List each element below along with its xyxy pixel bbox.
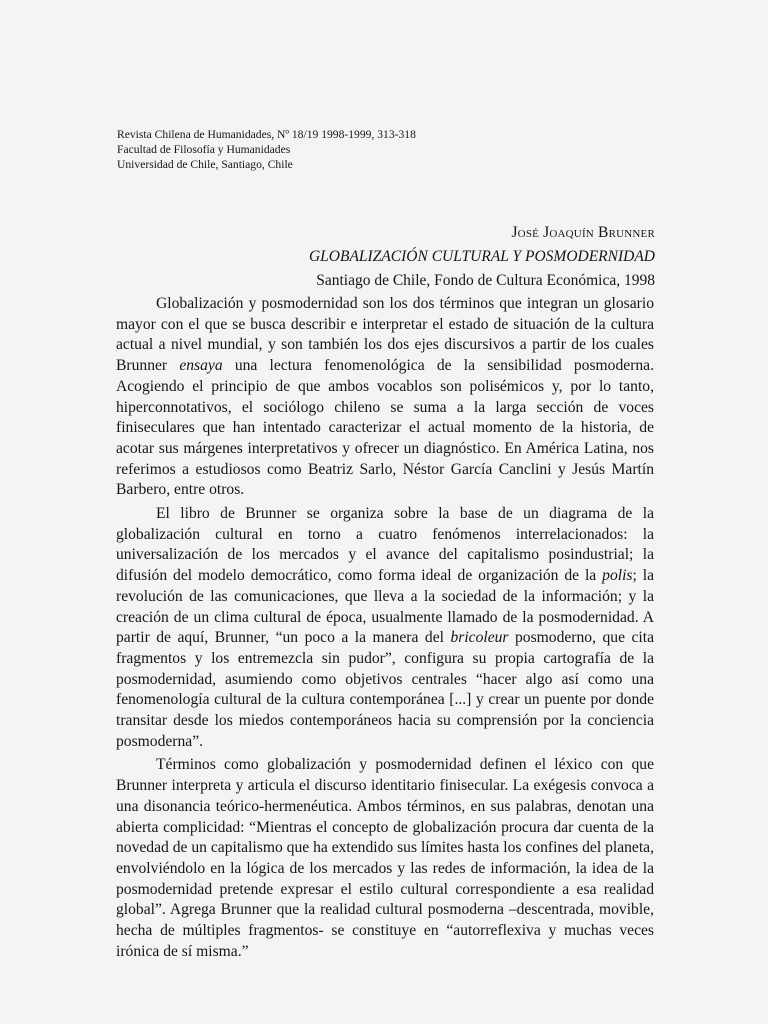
paragraph-1-text-a: Globalización y posmodernidad son los dos términos que integran un glosario mayor con el que se busca describir e interpretar el estado de situación de la cultura actual a nivel mundial, y son también los dos ejes discursivos a partir de los cuales Brunner	[116, 295, 654, 375]
review-body	[116, 294, 654, 963]
review-header	[309, 221, 655, 293]
paragraph-2	[116, 504, 654, 752]
paragraph-1-emphasis: ensaya	[179, 357, 223, 375]
paragraph-2-text-c: posmoderno, que cita fragmentos y los entremezcla sin pudor”, configura su propia cartografía de la posmodernidad, asumiendo como objetivos centrales “hacer algo así como una fenomenología cultural de la cultura contemporánea [...] y crear un puente por donde transitar desde los miedos contemporáneos hacia su comprensión por la conciencia posmoderna”.	[116, 629, 654, 750]
book-title: GLOBALIZACIÓN CULTURAL Y POSMODERNIDAD	[308, 248, 655, 265]
university-name: Universidad de Chile, Santiago, Chile	[117, 158, 293, 171]
book-author: José Joaquín Brunner	[511, 224, 655, 241]
paragraph-2-text-b: ; la revolución de las comunicaciones, que lleva a la sociedad de la información; y la creación de un clima cultural de época, usualmente llamado de la posmodernidad. A partir de aquí, Brunner, “un poco a la manera del	[116, 567, 654, 647]
paragraph-3: Términos como globalización y posmodernidad definen el léxico con que Brunner interpreta y articula el discurso identitario finisecular. La exégesis convoca a una disonancia teórico-hermenéutica. Ambos términos, en sus palabras, denotan una abierta complicidad: “Mientras el concepto de globalización procura dar cuenta de la novedad de un capitalismo que ha extendido sus límites hasta los confines del planeta, envolviéndolo en la lógica de los mercados y las redes de información, la idea de la posmodernidad pretende expresar el estilo cultural correspondiente a esa realidad global”. Agrega Brunner que la realidad cultural posmoderna –descentrada, movible, hecha de múltiples fragmentos- se constituye en “autorreflexiva y muchas veces irónica de sí misma.”	[116, 756, 654, 960]
paragraph-1-text-b: una lectura fenomenológica de la sensibilidad posmoderna. Acogiendo el principio de que ambos vocablos son polisémicos y, por lo tanto, hiperconnotativos, el sociólogo chileno se suma a la larga sección de voces finiseculares que han intentado caracterizar el actual momento de la historia, de acotar sus márgenes interpretativos y ofrecer un diagnóstico. En América Latina, nos referimos a estudiosos como Beatriz Sarlo, Néstor García Canclini y Jesús Martín Barbero, entre otros.	[116, 357, 655, 499]
publication-info: Santiago de Chile, Fondo de Cultura Económica, 1998	[316, 272, 655, 289]
paragraph-2-emphasis-1: polis	[602, 567, 633, 585]
journal-masthead	[117, 127, 416, 172]
paragraph-2-emphasis-2: bricoleur	[450, 629, 509, 647]
journal-citation: Revista Chilena de Humanidades, Nº 18/19 1998-1999, 313-318	[117, 128, 416, 141]
paragraph-1	[116, 294, 654, 501]
faculty-name: Facultad de Filosofía y Humanidades	[117, 143, 291, 156]
paragraph-2-text-a: El libro de Brunner se organiza sobre la base de un diagrama de la globalización cultural en torno a cuatro fenómenos interrelacionados: la universalización de los mercados y el avance del capitalismo posindustrial; la difusión del modelo democrático, como forma ideal de organización de la	[116, 505, 654, 585]
